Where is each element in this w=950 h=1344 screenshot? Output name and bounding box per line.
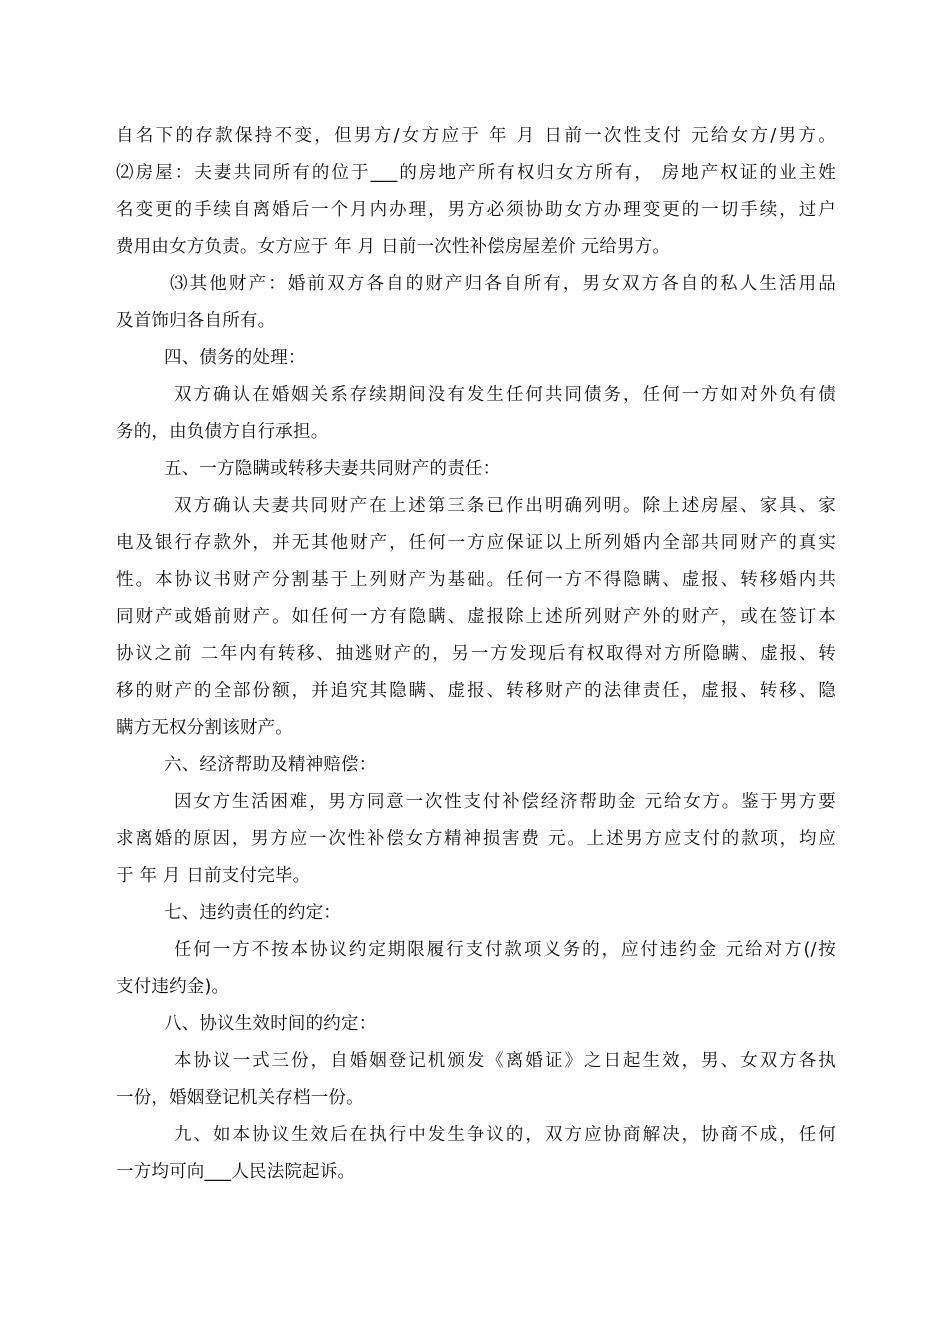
paragraph-line: 本协议一式三份，自婚姻登记机颁发《离婚证》之日起生效，男、女双方各执: [174, 1051, 836, 1071]
paragraph-line: 费用由女方负责。女方应于 年 月 日前一次性补偿房屋差价 元给男方。: [116, 237, 671, 257]
paragraph-line: ⑵房屋：夫妻共同所有的位于___的房地产所有权归女方所有， 房地产权证的业主姓: [116, 163, 836, 183]
paragraph-line: 瞒方无权分割该财产。: [116, 718, 293, 738]
paragraph-line: 于 年 月 日前支付完毕。: [116, 866, 311, 886]
section-heading: 五、一方隐瞒或转移夫妻共同财产的责任：: [164, 459, 501, 479]
paragraph-line: 协议之前 二年内有转移、抽逃财产的，另一方发现后有权取得对方所隐瞒、虚报、转: [116, 644, 836, 664]
paragraph-line: 双方确认在婚姻关系存续期间没有发生任何共同债务，任何一方如对外负有债: [174, 385, 836, 405]
paragraph-line: 名变更的手续自离婚后一个月内办理，男方必须协助女方办理变更的一切手续，过户: [116, 200, 836, 220]
paragraph-line: 一份，婚姻登记机关存档一份。: [116, 1088, 364, 1108]
paragraph-line: 同财产或婚前财产。如任何一方有隐瞒、虚报除上述所列财产外的财产，或在签订本: [116, 607, 836, 627]
section-heading: 八、协议生效时间的约定：: [164, 1014, 377, 1034]
section-heading: 六、经济帮助及精神赔偿：: [164, 755, 377, 775]
paragraph-line: 一方均可向___人民法院起诉。: [116, 1162, 356, 1182]
paragraph-line: 移的财产的全部份额，并追究其隐瞒、虚报、转移财产的法律责任，虚报、转移、隐: [116, 681, 836, 701]
paragraph-line: 任何一方不按本协议约定期限履行支付款项义务的，应付违约金 元给对方(/按: [174, 940, 836, 960]
section-heading: 四、债务的处理：: [164, 348, 306, 368]
paragraph-line: 及首饰归各自所有。: [116, 311, 276, 331]
paragraph-line: 九、如本协议生效后在执行中发生争议的，双方应协商解决，协商不成，任何: [174, 1125, 836, 1145]
document-body: [116, 118, 836, 1191]
paragraph-line: 电及银行存款外，并无其他财产，任何一方应保证以上所列婚内全部共同财产的真实: [116, 533, 836, 553]
paragraph-line: 务的，由负债方自行承担。: [116, 422, 329, 442]
paragraph-line: 求离婚的原因，男方应一次性补偿女方精神损害费 元。上述男方应支付的款项，均应: [116, 829, 836, 849]
paragraph-line: ⑶其他财产：婚前双方各自的财产归各自所有，男女双方各自的私人生活用品: [170, 274, 836, 294]
paragraph-line: 支付违约金)。: [116, 977, 230, 997]
paragraph-line: 自名下的存款保持不变，但男方/女方应于 年 月 日前一次性支付 元给女方/男方。: [116, 126, 836, 146]
paragraph-line: 因女方生活困难，男方同意一次性支付补偿经济帮助金 元给女方。鉴于男方要: [174, 792, 836, 812]
paragraph-line: 双方确认夫妻共同财产在上述第三条已作出明确列明。除上述房屋、家具、家: [174, 496, 836, 516]
paragraph-line: 性。本协议书财产分割基于上列财产为基础。任何一方不得隐瞒、虚报、转移婚内共: [116, 570, 836, 590]
section-heading: 七、违约责任的约定：: [164, 903, 341, 923]
